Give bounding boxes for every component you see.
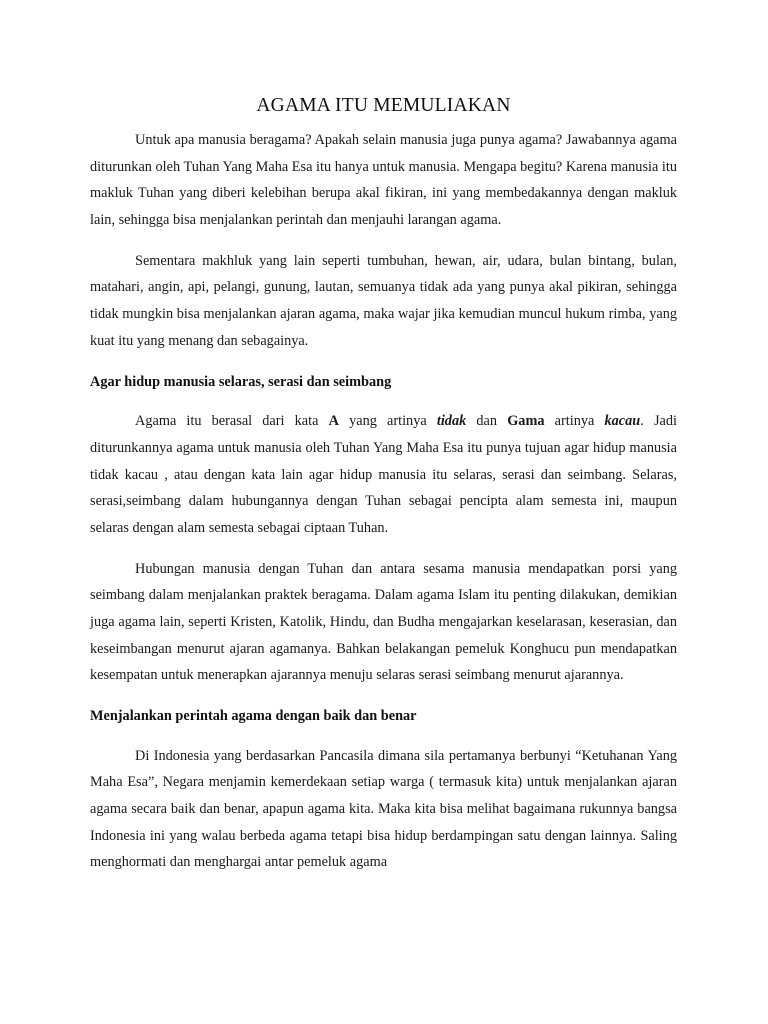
document-page xyxy=(90,0,677,890)
paragraph-1: Untuk apa manusia beragama? Apakah selain manusia juga punya agama? Jawabannya agama diturunkan oleh Tuhan Yang Maha Esa itu hanya untuk manusia. Mengapa begitu? Karena manusia itu makluk Tuhan yang diberi kelebihan berupa akal fikiran, ini yang membedakannya dengan makluk lain, sehingga bisa menjalankan perintah dan menjauhi larangan agama. xyxy=(90,132,677,228)
term-a: A xyxy=(328,413,339,430)
section-heading-2: Menjalankan perintah agama dengan baik dan benar xyxy=(90,708,417,725)
paragraph-3-text-4: artinya xyxy=(544,413,605,430)
paragraph-3-text-2: yang artinya xyxy=(338,413,437,430)
paragraph-4: Hubungan manusia dengan Tuhan dan antara sesama manusia mendapatkan porsi yang seimbang dalam menjalankan praktek beragama. Dalam agama Islam itu penting dilakukan, demikian juga agama lain, seperti Kristen, Katolik, Hindu, dan Budha mengajarkan keselarasan, keserasian, dan keseimbangan menurut ajaran agamanya. Bahkan belakangan pemeluk Konghucu pun mendapatkan kesempatan untuk menerapkan ajarannya menuju selaras serasi seimbang menurut ajarannya. xyxy=(90,560,677,684)
paragraph-3-text-5: . Jadi diturunkannya agama untuk manusia oleh Tuhan Yang Maha Esa itu punya tujuan agar hidup manusia tidak kacau , atau dengan kata lain agar hidup manusia itu selaras, serasi dan seimbang. Selaras, serasi,seimbang dalam hubungannya dengan Tuhan sebagai pencipta alam semesta ini, maupun selaras dengan alam semesta sebagai ciptaan Tuhan. xyxy=(90,413,677,536)
paragraph-2: Sementara makhluk yang lain seperti tumbuhan, hewan, air, udara, bulan bintang, bulan, matahari, angin, api, pelangi, gunung, lautan, semuanya tidak ada yang punya akal pikiran, sehingga tidak mungkin bisa menjalankan ajaran agama, maka wajar jika kemudian muncul hukum rimba, yang kuat itu yang menang dan sebagainya. xyxy=(90,252,677,349)
term-kacau: kacau xyxy=(604,413,641,430)
paragraph-3-text-3: dan xyxy=(466,413,508,430)
document-title: AGAMA ITU MEMULIAKAN xyxy=(256,95,511,116)
paragraph-5: Di Indonesia yang berdasarkan Pancasila dimana sila pertamanya berbunyi “Ketuhanan Yang Maha Esa”, Negara menjamin kemerdekaan setiap warga ( termasuk kita) untuk menjalankan ajaran agama secara baik dan benar, apapun agama kita. Maka kita bisa melihat bagaimana rukunnya bangsa Indonesia ini yang walau berbeda agama tetapi bisa hidup berdampingan satu dengan lainnya. Saling menghormati dan menghargai antar pemeluk agama xyxy=(90,747,677,871)
section-heading-1: Agar hidup manusia selaras, serasi dan seimbang xyxy=(90,373,392,390)
term-gama: Gama xyxy=(507,413,545,430)
paragraph-3-text-1: Agama itu berasal dari kata xyxy=(135,413,329,430)
paragraph-3 xyxy=(90,408,677,541)
term-tidak: tidak xyxy=(436,413,467,430)
